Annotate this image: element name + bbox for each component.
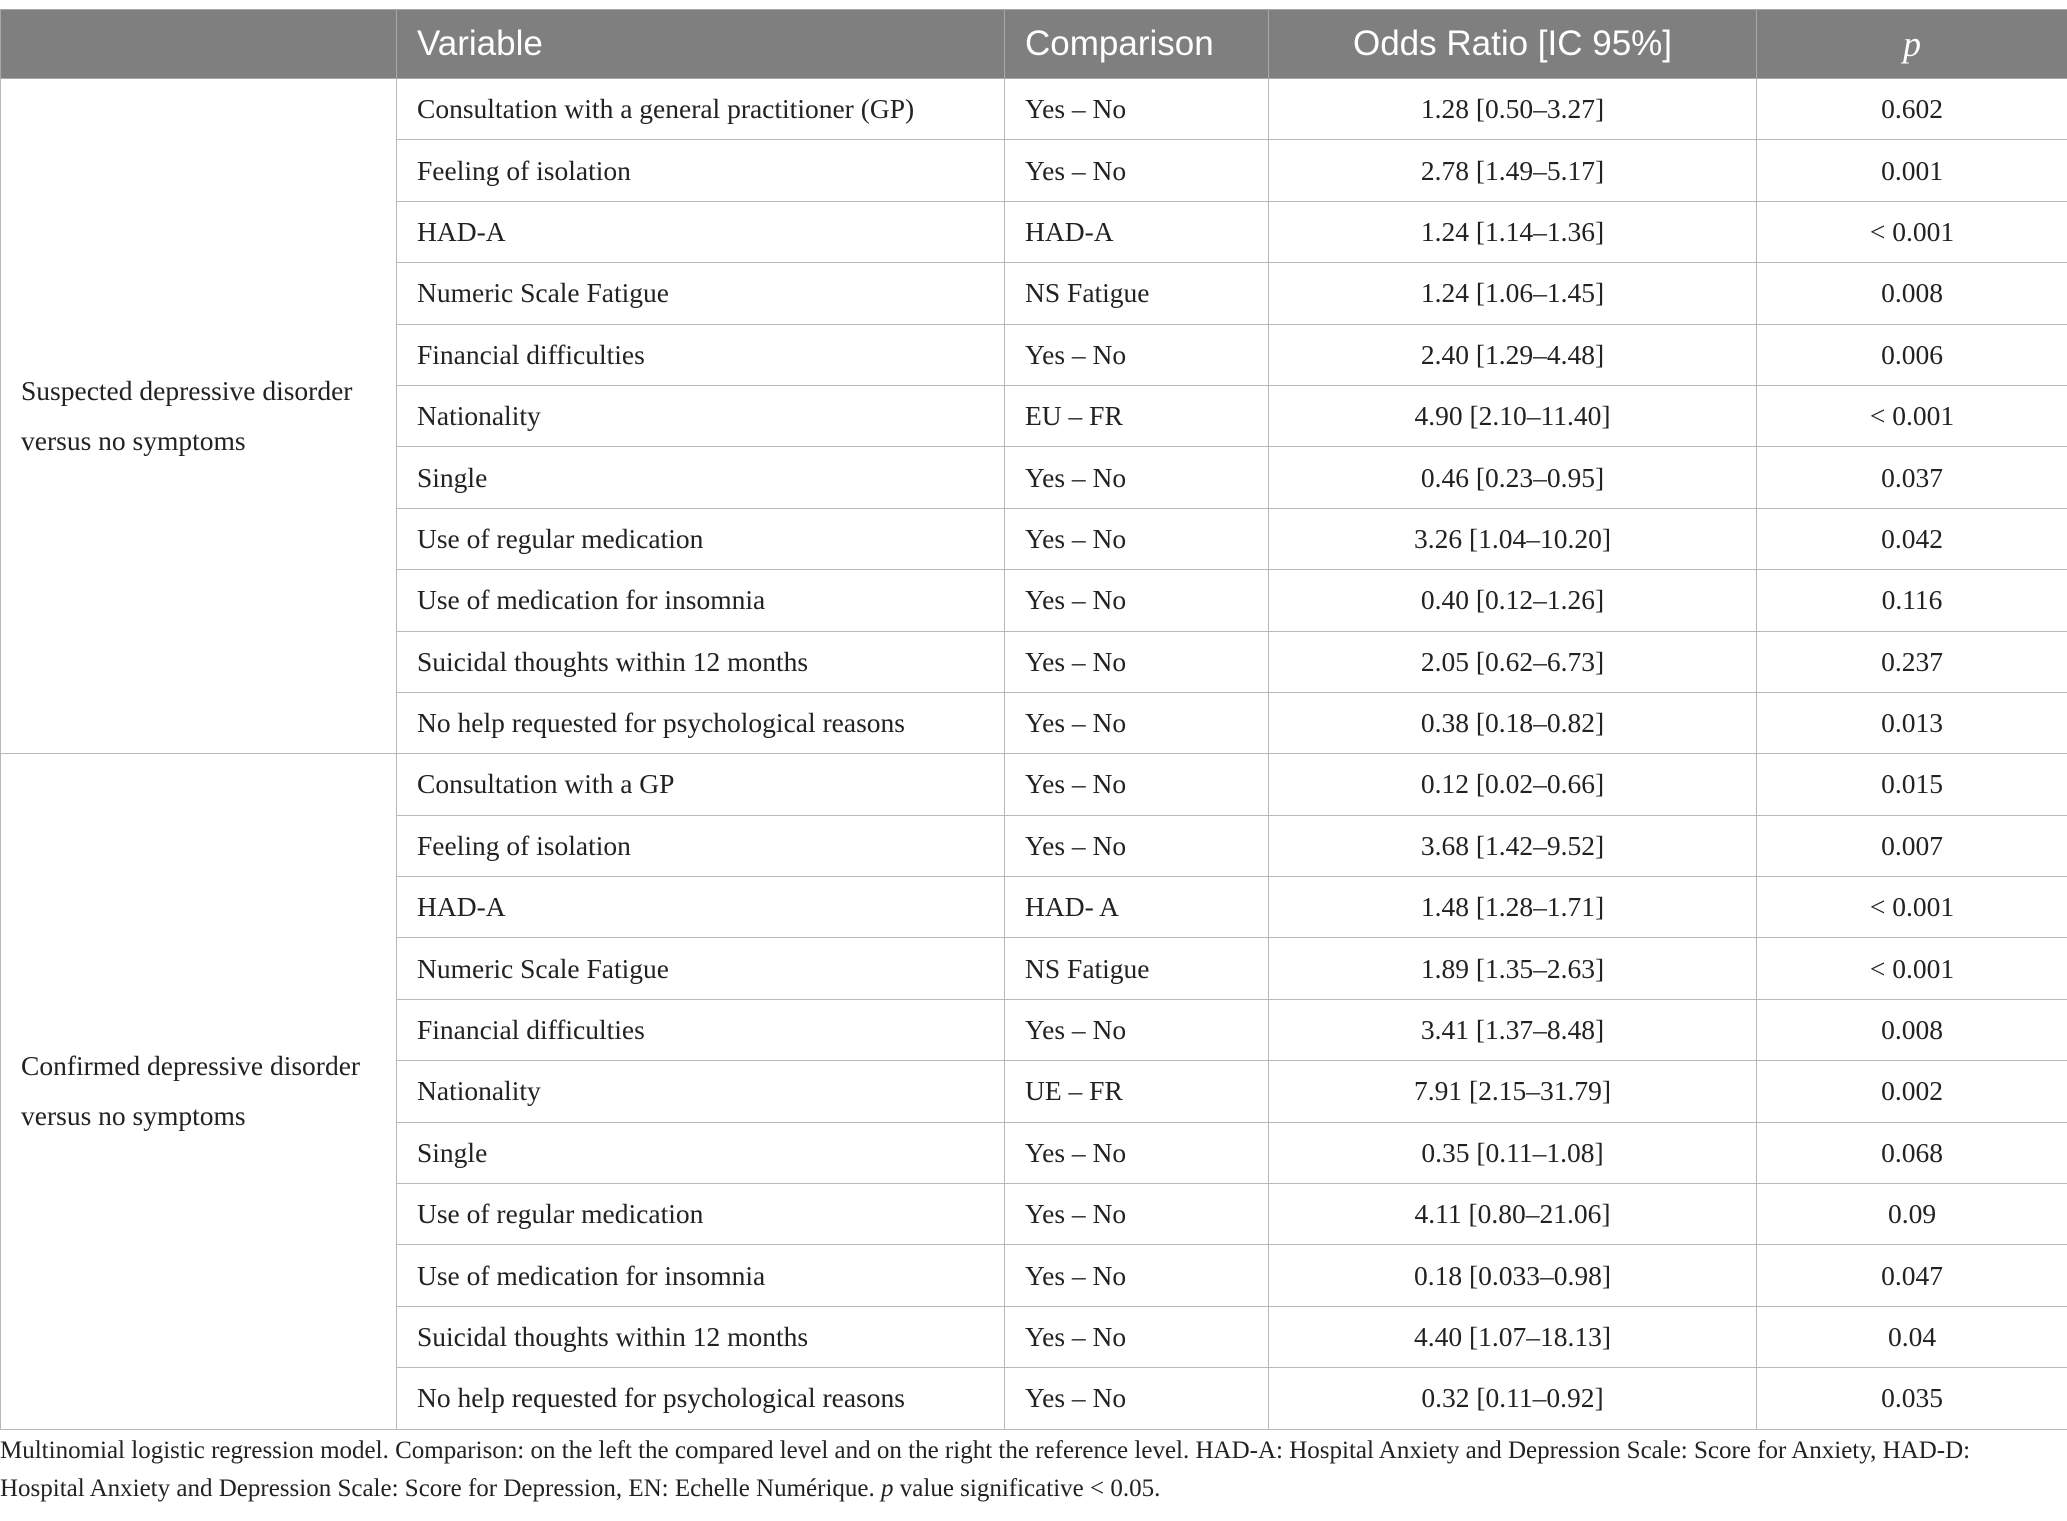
cell-odds-ratio: 1.28 [0.50–3.27] — [1269, 79, 1757, 140]
cell-variable: Single — [397, 447, 1005, 508]
cell-variable: Numeric Scale Fatigue — [397, 263, 1005, 324]
cell-p-value: 0.001 — [1757, 140, 2067, 201]
cell-comparison: Yes – No — [1005, 1122, 1269, 1183]
cell-comparison: Yes – No — [1005, 1184, 1269, 1245]
cell-p-value: 0.008 — [1757, 999, 2067, 1060]
cell-p-value: < 0.001 — [1757, 938, 2067, 999]
cell-odds-ratio: 4.90 [2.10–11.40] — [1269, 385, 1757, 446]
cell-odds-ratio: 4.40 [1.07–18.13] — [1269, 1306, 1757, 1367]
cell-odds-ratio: 7.91 [2.15–31.79] — [1269, 1061, 1757, 1122]
table-header — [1, 10, 2067, 79]
table-row — [1, 79, 2067, 140]
cell-variable: Feeling of isolation — [397, 815, 1005, 876]
regression-table — [0, 9, 2067, 1430]
cell-p-value: 0.002 — [1757, 1061, 2067, 1122]
cell-odds-ratio: 1.24 [1.06–1.45] — [1269, 263, 1757, 324]
cell-odds-ratio: 3.26 [1.04–10.20] — [1269, 508, 1757, 569]
cell-odds-ratio: 0.18 [0.033–0.98] — [1269, 1245, 1757, 1306]
cell-p-value: 0.006 — [1757, 324, 2067, 385]
cell-variable: Use of regular medication — [397, 1184, 1005, 1245]
cell-comparison: Yes – No — [1005, 1306, 1269, 1367]
cell-odds-ratio: 2.05 [0.62–6.73] — [1269, 631, 1757, 692]
cell-p-value: 0.042 — [1757, 508, 2067, 569]
cell-p-value: 0.09 — [1757, 1184, 2067, 1245]
footnote-text-end: value significative < 0.05. — [893, 1475, 1161, 1502]
cell-p-value: < 0.001 — [1757, 877, 2067, 938]
cell-odds-ratio: 1.24 [1.14–1.36] — [1269, 201, 1757, 262]
cell-variable: Financial difficulties — [397, 324, 1005, 385]
cell-variable: Nationality — [397, 385, 1005, 446]
group-label: Confirmed depressive disorder versus no symptoms — [1, 754, 397, 1429]
cell-odds-ratio: 2.78 [1.49–5.17] — [1269, 140, 1757, 201]
cell-comparison: Yes – No — [1005, 324, 1269, 385]
cell-odds-ratio: 0.40 [0.12–1.26] — [1269, 570, 1757, 631]
cell-variable: Suicidal thoughts within 12 months — [397, 631, 1005, 692]
cell-odds-ratio: 0.12 [0.02–0.66] — [1269, 754, 1757, 815]
cell-odds-ratio: 0.38 [0.18–0.82] — [1269, 692, 1757, 753]
cell-odds-ratio: 0.32 [0.11–0.92] — [1269, 1368, 1757, 1429]
cell-variable: Consultation with a general practitioner (GP) — [397, 79, 1005, 140]
cell-variable: Single — [397, 1122, 1005, 1183]
cell-variable: Use of medication for insomnia — [397, 1245, 1005, 1306]
cell-comparison: Yes – No — [1005, 79, 1269, 140]
cell-variable: Nationality — [397, 1061, 1005, 1122]
cell-variable: Use of medication for insomnia — [397, 570, 1005, 631]
cell-comparison: Yes – No — [1005, 140, 1269, 201]
cell-comparison: Yes – No — [1005, 999, 1269, 1060]
cell-p-value: 0.008 — [1757, 263, 2067, 324]
regression-table-container — [0, 9, 2067, 1430]
cell-comparison: Yes – No — [1005, 754, 1269, 815]
cell-comparison: Yes – No — [1005, 1245, 1269, 1306]
cell-p-value: 0.007 — [1757, 815, 2067, 876]
cell-comparison: HAD- A — [1005, 877, 1269, 938]
footnote-p-symbol: p — [881, 1475, 894, 1502]
cell-comparison: Yes – No — [1005, 570, 1269, 631]
cell-p-value: 0.068 — [1757, 1122, 2067, 1183]
cell-p-value: 0.602 — [1757, 79, 2067, 140]
cell-comparison: UE – FR — [1005, 1061, 1269, 1122]
cell-variable: No help requested for psychological reasons — [397, 1368, 1005, 1429]
cell-odds-ratio: 3.41 [1.37–8.48] — [1269, 999, 1757, 1060]
cell-p-value: 0.015 — [1757, 754, 2067, 815]
cell-comparison: Yes – No — [1005, 447, 1269, 508]
cell-p-value: < 0.001 — [1757, 385, 2067, 446]
header-odds-ratio: Odds Ratio [IC 95%] — [1269, 10, 1757, 79]
cell-comparison: EU – FR — [1005, 385, 1269, 446]
cell-odds-ratio: 1.48 [1.28–1.71] — [1269, 877, 1757, 938]
cell-variable: Feeling of isolation — [397, 140, 1005, 201]
cell-odds-ratio: 0.46 [0.23–0.95] — [1269, 447, 1757, 508]
header-group — [1, 10, 397, 79]
header-row — [1, 10, 2067, 79]
cell-variable: No help requested for psychological reasons — [397, 692, 1005, 753]
header-comparison: Comparison — [1005, 10, 1269, 79]
cell-p-value: 0.013 — [1757, 692, 2067, 753]
cell-variable: Numeric Scale Fatigue — [397, 938, 1005, 999]
cell-variable: Consultation with a GP — [397, 754, 1005, 815]
footnote-text: Multinomial logistic regression model. Comparison: on the left the compared level and on the right the reference level. HAD-A: Hospital Anxiety and Depression Scale: Score for Anxiety, HAD-D: Hospital Anxiety and Depression Scale: Score for Depression, EN: Echelle Numérique. — [0, 1437, 1971, 1502]
cell-comparison: Yes – No — [1005, 508, 1269, 569]
table-footnote — [0, 1432, 2060, 1508]
cell-variable: HAD-A — [397, 877, 1005, 938]
cell-variable: Financial difficulties — [397, 999, 1005, 1060]
cell-comparison: NS Fatigue — [1005, 263, 1269, 324]
group-label: Suspected depressive disorder versus no symptoms — [1, 79, 397, 754]
cell-odds-ratio: 0.35 [0.11–1.08] — [1269, 1122, 1757, 1183]
cell-comparison: Yes – No — [1005, 692, 1269, 753]
cell-comparison: Yes – No — [1005, 631, 1269, 692]
cell-comparison: HAD-A — [1005, 201, 1269, 262]
header-p-value: p — [1757, 10, 2067, 79]
cell-comparison: NS Fatigue — [1005, 938, 1269, 999]
cell-odds-ratio: 1.89 [1.35–2.63] — [1269, 938, 1757, 999]
cell-odds-ratio: 2.40 [1.29–4.48] — [1269, 324, 1757, 385]
table-body — [1, 79, 2067, 1430]
cell-variable: HAD-A — [397, 201, 1005, 262]
cell-p-value: 0.237 — [1757, 631, 2067, 692]
cell-comparison: Yes – No — [1005, 1368, 1269, 1429]
cell-odds-ratio: 4.11 [0.80–21.06] — [1269, 1184, 1757, 1245]
cell-variable: Suicidal thoughts within 12 months — [397, 1306, 1005, 1367]
cell-comparison: Yes – No — [1005, 815, 1269, 876]
cell-variable: Use of regular medication — [397, 508, 1005, 569]
cell-p-value: 0.037 — [1757, 447, 2067, 508]
cell-p-value: 0.047 — [1757, 1245, 2067, 1306]
cell-p-value: 0.116 — [1757, 570, 2067, 631]
cell-odds-ratio: 3.68 [1.42–9.52] — [1269, 815, 1757, 876]
cell-p-value: < 0.001 — [1757, 201, 2067, 262]
cell-p-value: 0.035 — [1757, 1368, 2067, 1429]
cell-p-value: 0.04 — [1757, 1306, 2067, 1367]
header-variable: Variable — [397, 10, 1005, 79]
table-row — [1, 754, 2067, 815]
